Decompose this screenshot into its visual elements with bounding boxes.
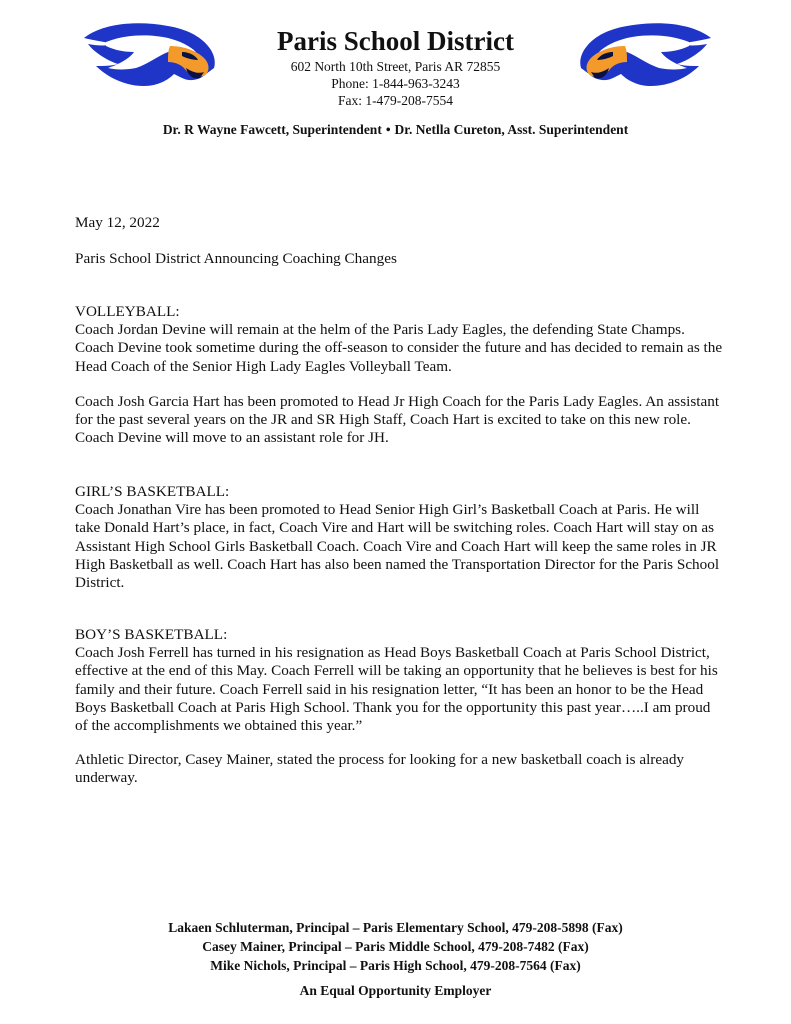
district-fax: Fax: 1-479-208-7554 [337, 93, 454, 108]
principal-elementary: Lakaen Schluterman, Principal – Paris Elementary School, 479-208-5898 (Fax) [168, 920, 623, 935]
subject-text: Paris School District Announcing Coaching Changes [75, 250, 397, 267]
section-volleyball [75, 303, 725, 376]
volleyball-paragraph-1: Coach Jordan Devine will remain at the helm of the Paris Lady Eagles, the defending State Champs. Coach Devine took sometime during the off-season to consider the future and has decided to remain as the Head Coach of the Senior High Lady Eagles Volleyball Team. [75, 321, 723, 375]
asst-superintendent: Dr. Netlla Cureton, Asst. Superintendent [394, 122, 629, 137]
boys-basketball-paragraph: Coach Josh Ferrell has turned in his resignation as Head Boys Basketball Coach at Paris School District, effective at the end of this May. Coach Ferrell will be taking an opportunity that he believes is best for his family and their future. Coach Ferrell said in his resignation letter, “It has been an honor to be the Head Boys Basketball Coach at Paris High School. Thank you for the opportunity this past year…..I am proud of the accomplishments we obtained this year.” [75, 644, 718, 735]
section-girls-basketball [75, 483, 725, 592]
principal-middle: Casey Mainer, Principal – Paris Middle School, 479-208-7482 (Fax) [202, 939, 589, 954]
district-phone: Phone: 1-844-963-3243 [331, 76, 460, 91]
letter-subject [75, 250, 725, 268]
date-text: May 12, 2022 [75, 214, 160, 231]
letter-date [75, 214, 725, 232]
volleyball-heading: VOLLEYBALL: [75, 303, 180, 320]
footer-principals [0, 918, 791, 975]
bullet-separator: • [385, 122, 391, 137]
principal-high: Mike Nichols, Principal – Paris High School, 479-208-7564 (Fax) [210, 958, 581, 973]
superintendent: Dr. R Wayne Fawcett, Superintendent [162, 122, 382, 137]
letterhead [0, 24, 791, 109]
volleyball-paragraph-2: Coach Josh Garcia Hart has been promoted to Head Jr High Coach for the Paris Lady Eagles. An assistant for the past several years on the JR and SR High Staff, Coach Hart is excited to take on this new role. Coach Devine will move to an assistant role for JH. [75, 393, 720, 447]
girls-basketball-paragraph: Coach Jonathan Vire has been promoted to Head Senior High Girl’s Basketball Coach at Paris. He will take Donald Hart’s place, in fact, Coach Vire and Hart will be switching roles. Coach Hart will stay on as Assistant High School Girls Basketball Coach. Coach Vire and Coach Hart will keep the same roles in JR High Basketball as well. Coach Hart has also been named the Transportation Director for the Paris School District. [75, 501, 720, 592]
district-name: Paris School District [277, 26, 514, 56]
closing-text: Athletic Director, Casey Mainer, stated the process for looking for a new basketball coach is already underway. [75, 751, 685, 787]
section-boys-basketball [75, 626, 725, 735]
boys-basketball-heading: BOY’S BASKETBALL: [75, 626, 228, 643]
section-volleyball-paragraph-2 [75, 393, 725, 448]
equal-opportunity-statement: An Equal Opportunity Employer [299, 983, 492, 998]
closing-paragraph [75, 751, 725, 787]
district-address: 602 North 10th Street, Paris AR 72855 [290, 59, 501, 74]
administrators-line [0, 122, 791, 138]
girls-basketball-heading: GIRL’S BASKETBALL: [75, 483, 230, 500]
